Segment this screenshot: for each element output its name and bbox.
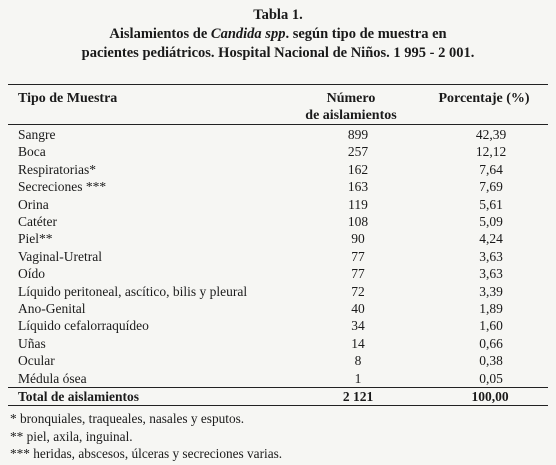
cell-tipo: Respiratorias* [18,161,96,177]
cell-tipo: Vaginal-Uretral [18,248,102,264]
cell-numero: 119 [348,196,368,212]
header-tipo-de-muestra: Tipo de Muestra [18,91,118,106]
table-number: Tabla 1. [253,7,303,23]
cell-numero: 77 [351,266,365,282]
cell-porcentaje: 7,69 [479,179,503,195]
table-row [8,213,548,230]
cell-porcentaje: 0,38 [479,353,503,369]
cell-numero: 72 [351,283,365,299]
cell-porcentaje: 42,39 [475,127,507,142]
table-row [8,283,548,300]
table-row [8,265,548,282]
cell-numero: 163 [347,179,369,195]
footnote: * bronquiales, traqueales, nasales y esputos. [10,411,245,426]
header-numero: Número de aislamientos [305,91,397,123]
footnote: *** heridas, abscesos, úlceras y secreciones varias. [10,446,283,461]
cell-porcentaje: 12,12 [475,144,507,160]
table-row [8,126,548,143]
cell-numero: 14 [351,335,365,351]
header-rule [8,124,548,125]
top-rule [8,84,548,85]
cell-tipo: Líquido cefalorraquídeo [18,318,149,334]
cell-numero: 108 [347,214,369,230]
total-numero: 2 121 [342,389,374,404]
cell-porcentaje: 4,24 [479,231,503,247]
cell-numero: 899 [347,127,369,142]
cell-porcentaje: 1,89 [479,301,503,317]
cell-tipo: Médula ósea [18,370,87,386]
cell-porcentaje: 1,60 [479,318,503,334]
cell-tipo: Orina [18,196,49,212]
cell-porcentaje: 3,63 [479,248,503,264]
table-caption-line-2: pacientes pediátricos. Hospital Nacional de Niños. 1 995 - 2 001. [81,45,475,61]
table-row [8,335,548,352]
footnotes [10,410,282,463]
cell-porcentaje: 0,05 [479,370,503,386]
cell-tipo: Oído [18,266,45,282]
header-porcentaje: Porcentaje (%) [438,91,530,106]
table-row [8,178,548,195]
table-row [8,196,548,213]
species-name: Candida spp [210,26,286,42]
bottom-rule [8,405,548,406]
cell-porcentaje: 5,61 [479,196,503,212]
table-row [8,248,548,265]
table-caption-line-1: Aislamientos de Candida spp. según tipo de muestra en [109,26,447,42]
table-row [8,370,548,387]
cell-numero: 40 [351,301,365,317]
cell-tipo: Ano-Genital [18,301,86,317]
table-row [8,230,548,247]
total-porcentaje: 100,00 [471,389,509,404]
cell-tipo: Líquido peritoneal, ascítico, bilis y pleural [18,283,248,299]
cell-numero: 162 [347,161,369,177]
cell-tipo: Ocular [18,353,55,369]
cell-tipo: Catéter [18,214,57,230]
cell-numero: 77 [351,248,365,264]
total-label: Total de aislamientos [18,389,140,404]
cell-porcentaje: 3,39 [479,283,503,299]
cell-porcentaje: 3,63 [479,266,503,282]
table-row [8,161,548,178]
cell-tipo: Uñas [18,335,46,351]
cell-numero: 8 [354,353,362,369]
data-table [8,126,548,387]
table-title [0,6,556,63]
cell-porcentaje: 7,64 [479,161,503,177]
cell-tipo: Secreciones *** [18,179,107,195]
table-row [8,300,548,317]
data-table-body [8,126,548,387]
cell-numero: 34 [351,318,365,334]
cell-porcentaje: 5,09 [479,214,503,230]
cell-tipo: Piel** [18,231,53,247]
table-row [8,143,548,160]
cell-porcentaje: 0,66 [479,335,503,351]
cell-tipo: Boca [18,144,46,160]
table-row [8,352,548,369]
table-row [8,317,548,334]
cell-tipo: Sangre [18,127,56,142]
cell-numero: 90 [351,231,365,247]
cell-numero: 257 [347,144,369,160]
cell-numero: 1 [354,370,362,386]
footnote: ** piel, axila, inguinal. [10,428,133,444]
